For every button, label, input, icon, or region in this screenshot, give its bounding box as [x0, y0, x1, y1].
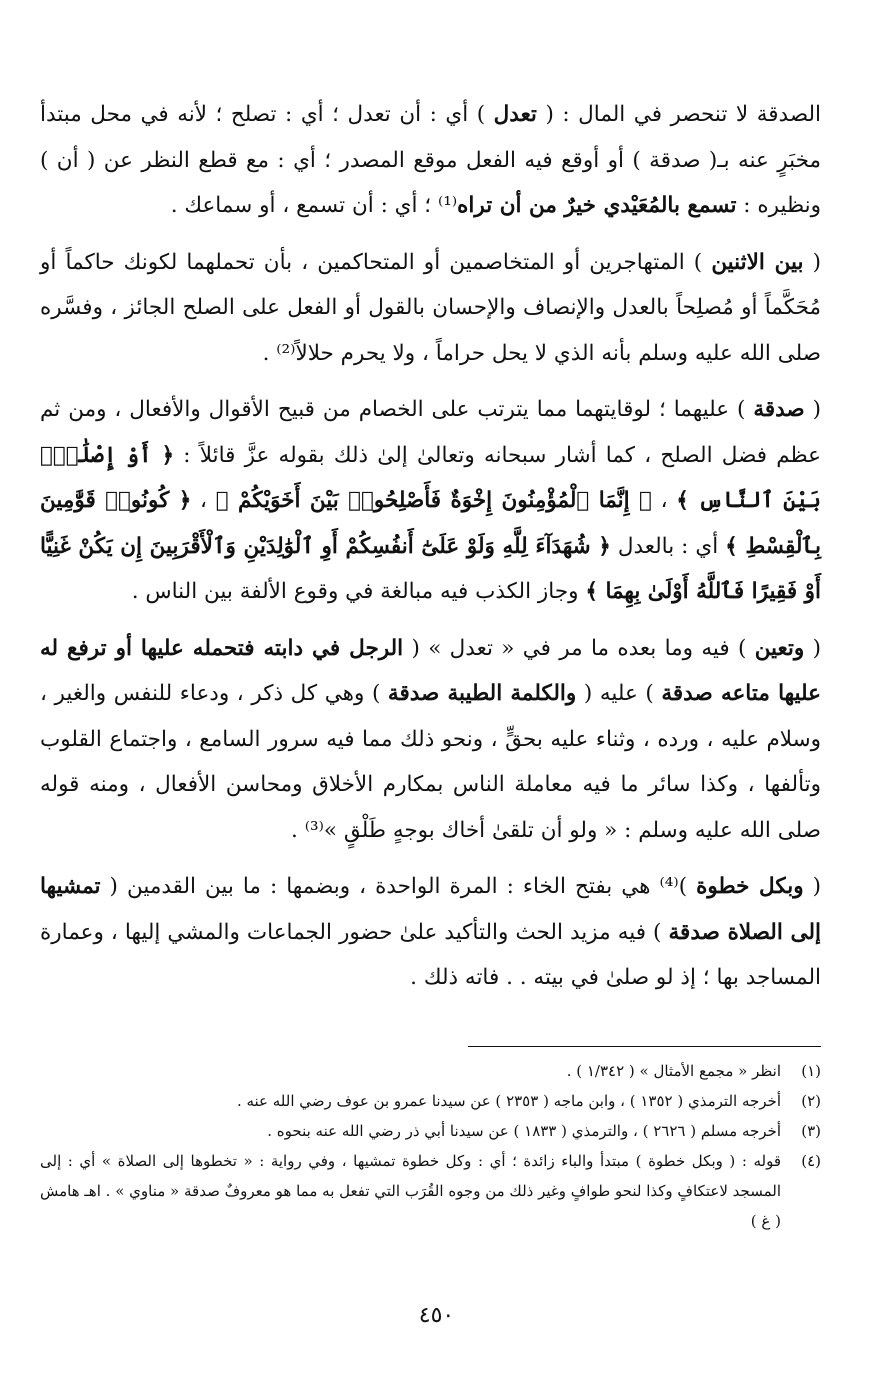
text-run: (	[804, 397, 821, 422]
footnote	[40, 1086, 821, 1116]
text-run: ،	[191, 488, 216, 513]
text-run: )	[678, 874, 697, 899]
text-run: ) فيه مزيد الحث والتأكيد علىٰ حضور الجماعات والمشي إليها ، وعمارة المساجد بها ؛ إذ لو صلىٰ في بيته . . فاته ذلك .	[40, 919, 821, 990]
text-run: ) أي : أن تعدل ؛ أي : تصلح ؛ لأنه في محل مبتدأ مخبَرٍ عنه بـ( صدقة ) أو أوقع فيه الفعل موقع المصدر ؛ أي : مع قطع النظر عن ( أن ) ونظيره :	[40, 102, 821, 218]
text-run: .	[291, 817, 305, 843]
page-number: ٤٥٠	[418, 1303, 455, 1328]
text-run: (	[804, 635, 821, 661]
text-run: ،	[651, 488, 677, 513]
footnote-text: أخرجه مسلم ( ٢٦٢٦ ) ، والترمذي ( ١٨٣٣ ) عن سيدنا أبي ذر رضي الله عنه بنحوه .	[267, 1122, 781, 1140]
bold-phrase: تمشيها إلى الصلاة صدقة	[40, 874, 821, 945]
bold-phrase: ﴿ أَوْ إِصْلَٰحِۭ بَيْنَ ٱلنَّاسِ ﴾	[40, 442, 822, 513]
text-run: ) عليهما ؛ لوقايتهما مما يترتب على الخصام من قبيح الأقوال والأفعال ، ومن ثم عظم فضل الصلح ، كما أشار سبحانه وتعالىٰ إلىٰ ذلك بقوله عزَّ قائلاً :	[40, 397, 821, 468]
text-run: الصدقة لا تنحصر في المال : (	[536, 102, 821, 127]
text-run: (	[803, 249, 821, 275]
footnote-text: أخرجه الترمذي ( ١٣٥٢ ) ، وابن ماجه ( ٢٣٥٣ ) عن سيدنا عمرو بن عوف رضي الله عنه .	[236, 1092, 781, 1110]
bold-phrase: بين الاثنين	[711, 249, 804, 275]
text-run: ) وهي كل ذكر ، ودعاء للنفس والغير ، وسلام عليه ، ورده ، وثناء عليه بحقٍّ ، ونحو ذلك مما فيه سرور السامع ، واجتماع القلوب وتألفها ، وكذا سائر ما فيه معاملة الناس بمكارم الأخلاق ومحاسن الأفعال ، ومنه قوله صلى الله عليه وسلم : « ولو أن تلقىٰ أخاك بوجهٍ طَلْقٍ »	[40, 681, 821, 843]
bold-phrase: صدقة	[753, 397, 805, 422]
text-run: أي : بالعدل	[610, 533, 726, 559]
text-run: ) المتهاجرين أو المتخاصمين أو المتحاكمين ، بأن تحملهما لكونك حاكماً أو مُحَكَّماً أو مُصلِحاً بالعدل والإنصاف والإحسان بالقول أو الفعل على الصلح الجائز ، وفسَّره صلى الله عليه وسلم بأنه الذي لا يحل حراماً ، ولا يحرم حلالاً	[40, 249, 821, 366]
text-run: ⁽³⁾	[304, 817, 324, 843]
paragraph	[40, 240, 821, 377]
paragraph	[40, 92, 821, 229]
text-run: ⁽²⁾	[276, 340, 296, 366]
footnote-text: قوله : ( وبكل خطوة ) مبتدأ والباء زائدة ؛ أي : وكل خطوة تمشيها ، وفي رواية : « تخطوها إلى الصلاة » أي : إلى المسجد لاعتكافٍ وكذا لنحو طوافٍ وغير ذلك من وجوه القُرَب التي تفعل به مما هو معروفٌ صدقة « مناوي » . اهـ هامش ( غ )	[40, 1152, 781, 1230]
footnote	[40, 1146, 821, 1236]
text-run: وجاز الكذب فيه مبالغة في وقوع الألفة بين الناس .	[131, 579, 586, 604]
footnotes	[40, 1056, 821, 1236]
footnote-text: انظر « مجمع الأمثال » ( ١/٣٤٢ ) .	[566, 1062, 781, 1080]
footnote-divider	[468, 1046, 821, 1047]
footnote-number: (٢)	[801, 1092, 821, 1110]
text-run: ) عليه (	[576, 681, 662, 706]
footnote-number: (١)	[801, 1062, 821, 1080]
footnote-number: (٣)	[801, 1122, 821, 1140]
bold-phrase: تعدل	[493, 102, 537, 127]
footnote	[40, 1056, 821, 1086]
bold-phrase: وتعين	[754, 635, 805, 661]
paragraph	[40, 864, 821, 1001]
bold-phrase: ﴿ كُونُوا۟ قَوَّٰمِينَ بِٱلْقِسْطِ ﴾	[40, 488, 821, 559]
text-run: ) فيه وما بعده ما مر في « تعدل » (	[403, 635, 755, 661]
footnote	[40, 1116, 821, 1146]
text-run: ⁽⁴⁾	[659, 874, 679, 899]
paragraph	[40, 626, 821, 854]
text-run: ⁽¹⁾	[437, 193, 458, 218]
bold-phrase: تسمع بالمُعَيْدي خيرٌ من أن تراه	[457, 193, 737, 218]
paragraph	[40, 387, 821, 615]
bold-phrase: وبكل خطوة	[696, 874, 804, 899]
main-text	[40, 92, 821, 1012]
text-run: .	[262, 340, 277, 366]
text-run: (	[803, 874, 821, 899]
footnote-number: (٤)	[801, 1152, 821, 1170]
text-run: هي بفتح الخاء : المرة الواحدة ، وبضمها : ما بين القدمين (	[100, 874, 660, 899]
bold-phrase: والكلمة الطيبة صدقة	[387, 681, 577, 706]
bold-phrase: ﴿ إِنَّمَا ٱلْمُؤْمِنُونَ إِخْوَةٌ فَأَصْلِحُوا۟ بَيْنَ أَخَوَيْكُمْ ﴾	[215, 488, 652, 513]
bold-phrase: الرجل في دابته فتحمله عليها أو ترفع له عليها متاعه صدقة	[40, 635, 821, 706]
bold-phrase: ﴿ شُهَدَآءَ لِلَّهِ وَلَوْ عَلَىٰٓ أَنفُسِكُمْ أَوِ ٱلْوَٰلِدَيْنِ وَٱلْأَقْرَبِينَ إِن يَكُنْ غَنِيًّا أَوْ فَقِيرًا فَٱللَّهُ أَوْلَىٰ بِهِمَا ﴾	[40, 533, 821, 604]
text-run: ؛ أي : أن تسمع ، أو سماعك .	[170, 193, 438, 218]
